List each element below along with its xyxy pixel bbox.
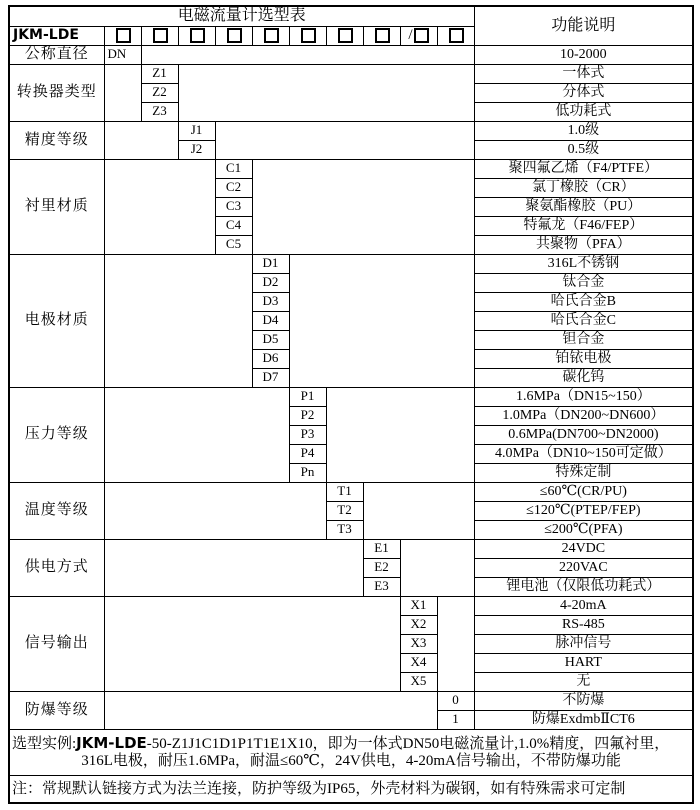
option-description: 分体式 (474, 83, 693, 102)
option-description: 一体式 (474, 64, 693, 83)
option-code: D1 (252, 254, 289, 273)
option-description: ≤200℃(PFA) (474, 520, 693, 539)
option-code: E1 (363, 539, 400, 558)
option-description: 钽合金 (474, 330, 693, 349)
spacer-cell (104, 539, 363, 596)
option-code: X5 (400, 672, 437, 691)
checkbox-cell (215, 26, 252, 45)
option-description: 防爆ExdmbⅡCT6 (474, 710, 693, 729)
spacer-cell (400, 539, 474, 596)
option-description: 1.6MPa（DN15~150） (474, 387, 693, 406)
option-code: X1 (400, 596, 437, 615)
option-code: P3 (289, 425, 326, 444)
example-line2: 316L电极，耐压1.6MPa，耐温≤60℃，24V供电，4-20mA信号输出，不带防爆功能 (81, 752, 621, 769)
option-description: 脉冲信号 (474, 634, 693, 653)
checkbox-icon (449, 28, 464, 43)
example-prefix: 选型实例: (12, 736, 77, 752)
checkbox-icon (227, 28, 242, 43)
spacer-cell (437, 596, 474, 691)
option-description: 316L不锈钢 (474, 254, 693, 273)
option-description: 1.0MPa（DN200~DN600） (474, 406, 693, 425)
spacer-cell (215, 121, 474, 159)
option-code: C3 (215, 197, 252, 216)
checkbox-icon (153, 28, 168, 43)
option-description: ≤120℃(PTEP/FEP) (474, 501, 693, 520)
option-code: D5 (252, 330, 289, 349)
option-description: 4.0MPa（DN10~150可定做） (474, 444, 693, 463)
slash-mark: / (408, 27, 413, 44)
spacer-cell (104, 596, 400, 691)
checkbox-cell (363, 26, 400, 45)
category-label: 供电方式 (9, 539, 104, 596)
option-description: RS-485 (474, 615, 693, 634)
option-code: E2 (363, 558, 400, 577)
option-description: 特氟龙（F46/FEP） (474, 216, 693, 235)
checkbox-icon (190, 28, 205, 43)
spacer-cell (104, 254, 252, 387)
option-code: P1 (289, 387, 326, 406)
option-description: 氯丁橡胶（CR） (474, 178, 693, 197)
table-title: 电磁流量计选型表 (9, 6, 474, 26)
checkbox-cell (252, 26, 289, 45)
option-description: 聚四氟乙烯（F4/PTFE） (474, 159, 693, 178)
option-code: T3 (326, 520, 363, 539)
checkbox-icon (116, 28, 131, 43)
option-description: 特殊定制 (474, 463, 693, 482)
spacer-cell (104, 482, 326, 539)
spacer-cell (141, 45, 474, 64)
option-code: Z1 (141, 64, 178, 83)
option-code: D2 (252, 273, 289, 292)
option-description: 锂电池（仅限低功耗式） (474, 577, 693, 596)
spacer-cell (363, 482, 474, 539)
option-description: 铂铱电极 (474, 349, 693, 368)
option-description: 10-2000 (474, 45, 693, 64)
option-code: P4 (289, 444, 326, 463)
spacer-cell (252, 159, 474, 254)
function-header: 功能说明 (474, 6, 693, 45)
option-description: 聚氨酯橡胶（PU） (474, 197, 693, 216)
category-label: 公称直径 (9, 45, 104, 64)
option-code: C1 (215, 159, 252, 178)
option-code: C5 (215, 235, 252, 254)
option-description: 碳化钨 (474, 368, 693, 387)
spacer-cell (104, 691, 437, 729)
option-description: ≤60℃(CR/PU) (474, 482, 693, 501)
option-description: 钛合金 (474, 273, 693, 292)
selection-table (8, 5, 694, 804)
checkbox-cell (437, 26, 474, 45)
checkbox-icon (264, 28, 279, 43)
example-rest: -50-Z1J1C1D1P1T1E1X10，即为一体式DN50电磁流量计,1.0%精度，四氟衬里， (146, 736, 670, 752)
option-code: X3 (400, 634, 437, 653)
category-label: 转换器类型 (9, 64, 104, 121)
option-description: 哈氏合金C (474, 311, 693, 330)
checkbox-cell (289, 26, 326, 45)
option-description: 0.5级 (474, 140, 693, 159)
option-code: D3 (252, 292, 289, 311)
option-code: T2 (326, 501, 363, 520)
option-code: P2 (289, 406, 326, 425)
option-description: 共聚物（PFA） (474, 235, 693, 254)
spacer-cell (104, 159, 215, 254)
option-code: C2 (215, 178, 252, 197)
option-code: X4 (400, 653, 437, 672)
spacer-cell (104, 64, 141, 121)
option-code: J1 (178, 121, 215, 140)
category-label: 衬里材质 (9, 159, 104, 254)
category-label: 电极材质 (9, 254, 104, 387)
category-label: 温度等级 (9, 482, 104, 539)
option-code: D7 (252, 368, 289, 387)
spacer-cell (326, 387, 474, 482)
option-description: 4-20mA (474, 596, 693, 615)
checkbox-icon (414, 28, 429, 43)
option-description: 0.6MPa(DN700~DN2000) (474, 425, 693, 444)
spacer-cell (104, 121, 178, 159)
option-description: 24VDC (474, 539, 693, 558)
option-description: 不防爆 (474, 691, 693, 710)
checkbox-cell (326, 26, 363, 45)
example-model-code: JKM-LDE (76, 734, 147, 752)
option-description: 哈氏合金B (474, 292, 693, 311)
option-code: C4 (215, 216, 252, 235)
option-code: T1 (326, 482, 363, 501)
option-code: Pn (289, 463, 326, 482)
checkbox-cell (400, 26, 437, 45)
example-note (9, 729, 693, 775)
spacer-cell (178, 64, 474, 121)
spacer-cell (104, 387, 289, 482)
checkbox-cell (104, 26, 141, 45)
option-code: Z2 (141, 83, 178, 102)
category-label: 信号输出 (9, 596, 104, 691)
checkbox-cell (141, 26, 178, 45)
model-prefix: JKM-LDE (9, 26, 104, 45)
checkbox-cell (178, 26, 215, 45)
option-code: DN (104, 45, 141, 64)
checkbox-icon (338, 28, 353, 43)
option-description: 无 (474, 672, 693, 691)
option-code: Z3 (141, 102, 178, 121)
spacer-cell (289, 254, 474, 387)
option-code: E3 (363, 577, 400, 596)
checkbox-icon (375, 28, 390, 43)
option-description: 1.0级 (474, 121, 693, 140)
checkbox-icon (301, 28, 316, 43)
category-label: 压力等级 (9, 387, 104, 482)
example-line1 (10, 735, 692, 753)
option-description: 220VAC (474, 558, 693, 577)
category-label: 防爆等级 (9, 691, 104, 729)
option-code: D6 (252, 349, 289, 368)
option-code: 0 (437, 691, 474, 710)
option-description: 低功耗式 (474, 102, 693, 121)
option-code: X2 (400, 615, 437, 634)
option-code: 1 (437, 710, 474, 729)
option-code: D4 (252, 311, 289, 330)
general-note: 注：常规默认链接方式为法兰连接，防护等级为IP65，外壳材料为碳钢，如有特殊需求可定制 (9, 775, 693, 803)
option-code: J2 (178, 140, 215, 159)
category-label: 精度等级 (9, 121, 104, 159)
option-description: HART (474, 653, 693, 672)
